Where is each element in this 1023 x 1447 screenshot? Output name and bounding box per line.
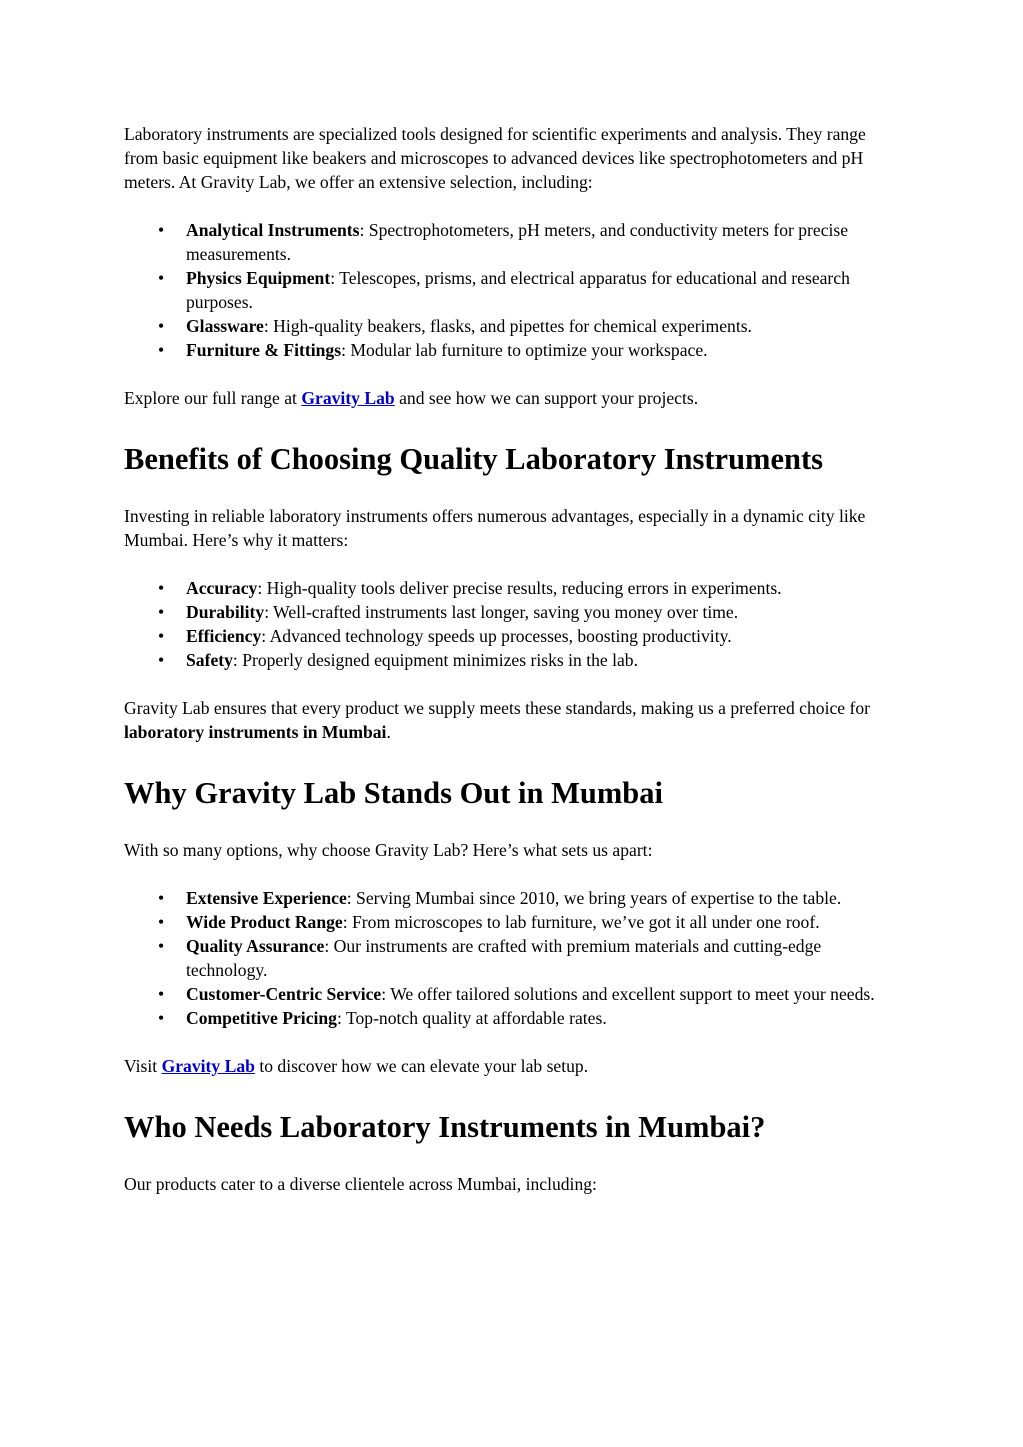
list-desc: : Advanced technology speeds up processes, boosting productivity. bbox=[261, 626, 732, 646]
list-term: Furniture & Fittings bbox=[186, 340, 342, 360]
list-term: Customer-Centric Service bbox=[186, 984, 382, 1004]
list-item bbox=[124, 314, 904, 338]
section-heading-why: Why Gravity Lab Stands Out in Mumbai bbox=[124, 776, 663, 810]
visit-text-before: Visit bbox=[124, 1056, 162, 1076]
standards-paragraph bbox=[124, 696, 904, 744]
bullet-icon: • bbox=[158, 268, 165, 288]
list-item bbox=[124, 648, 904, 672]
list-item bbox=[124, 982, 904, 1006]
who-intro: Our products cater to a diverse clientele across Mumbai, including: bbox=[124, 1174, 597, 1194]
bullet-icon: • bbox=[158, 220, 165, 240]
list-term: Glassware bbox=[186, 316, 264, 336]
list-item bbox=[124, 218, 904, 266]
bullet-icon: • bbox=[158, 936, 165, 956]
list-term: Efficiency bbox=[186, 626, 262, 646]
gravity-lab-link[interactable]: Gravity Lab bbox=[161, 1056, 255, 1076]
document-page bbox=[124, 122, 904, 1196]
visit-text-after: to discover how we can elevate your lab setup. bbox=[254, 1056, 589, 1076]
list-desc: : Our instruments are crafted with premium materials and cutting-edge technology. bbox=[186, 936, 822, 980]
list-term: Extensive Experience bbox=[186, 888, 347, 908]
list-desc: : Top-notch quality at affordable rates. bbox=[336, 1008, 607, 1028]
list-desc: : From microscopes to lab furniture, we’ve got it all under one roof. bbox=[342, 912, 820, 932]
bullet-icon: • bbox=[158, 316, 165, 336]
list-desc: : Serving Mumbai since 2010, we bring years of expertise to the table. bbox=[346, 888, 842, 908]
list-desc: : Modular lab furniture to optimize your workspace. bbox=[341, 340, 708, 360]
explore-paragraph bbox=[124, 386, 904, 410]
list-term: Competitive Pricing bbox=[186, 1008, 337, 1028]
standards-bold: laboratory instruments in Mumbai bbox=[124, 722, 387, 742]
standards-text-after: . bbox=[386, 722, 391, 742]
list-desc: : Properly designed equipment minimizes risks in the lab. bbox=[232, 650, 638, 670]
list-item bbox=[124, 576, 904, 600]
instrument-list bbox=[124, 218, 904, 362]
list-item bbox=[124, 338, 904, 362]
bullet-icon: • bbox=[158, 626, 165, 646]
why-list bbox=[124, 886, 904, 1030]
list-term: Durability bbox=[186, 602, 265, 622]
benefits-list bbox=[124, 576, 904, 672]
intro-paragraph: Laboratory instruments are specialized tools designed for scientific experiments and analysis. They range from basic equipment like beakers and microscopes to advanced devices like spectrophotometers and pH meters. At Gravity Lab, we offer an extensive selection, including: bbox=[124, 124, 866, 192]
list-item bbox=[124, 1006, 904, 1030]
explore-text-after: and see how we can support your projects. bbox=[394, 388, 699, 408]
standards-text-before: Gravity Lab ensures that every product we supply meets these standards, making us a preferred choice for bbox=[124, 698, 871, 718]
list-term: Wide Product Range bbox=[186, 912, 343, 932]
bullet-icon: • bbox=[158, 1008, 165, 1028]
list-term: Safety bbox=[186, 650, 233, 670]
list-desc: : Spectrophotometers, pH meters, and conductivity meters for precise measurements. bbox=[186, 220, 849, 264]
list-term: Analytical Instruments bbox=[186, 220, 360, 240]
list-item bbox=[124, 886, 904, 910]
list-desc: : Well-crafted instruments last longer, saving you money over time. bbox=[264, 602, 739, 622]
list-desc: : High-quality beakers, flasks, and pipettes for chemical experiments. bbox=[263, 316, 752, 336]
list-desc: : We offer tailored solutions and excellent support to meet your needs. bbox=[381, 984, 875, 1004]
section-heading-who: Who Needs Laboratory Instruments in Mumbai? bbox=[124, 1110, 766, 1144]
list-term: Physics Equipment bbox=[186, 268, 331, 288]
bullet-icon: • bbox=[158, 578, 165, 598]
list-item bbox=[124, 910, 904, 934]
list-term: Accuracy bbox=[186, 578, 258, 598]
bullet-icon: • bbox=[158, 340, 165, 360]
bullet-icon: • bbox=[158, 984, 165, 1004]
list-item bbox=[124, 934, 904, 982]
list-desc: : Telescopes, prisms, and electrical apparatus for educational and research purposes. bbox=[186, 268, 850, 312]
section-heading-benefits: Benefits of Choosing Quality Laboratory Instruments bbox=[124, 442, 823, 476]
list-item bbox=[124, 266, 904, 314]
bullet-icon: • bbox=[158, 602, 165, 622]
explore-text-before: Explore our full range at bbox=[124, 388, 302, 408]
why-intro: With so many options, why choose Gravity Lab? Here’s what sets us apart: bbox=[124, 840, 653, 860]
bullet-icon: • bbox=[158, 912, 165, 932]
bullet-icon: • bbox=[158, 888, 165, 908]
visit-paragraph bbox=[124, 1054, 904, 1078]
benefits-intro: Investing in reliable laboratory instruments offers numerous advantages, especially in a dynamic city like Mumbai. Here’s why it matters: bbox=[124, 506, 866, 550]
list-item bbox=[124, 624, 904, 648]
gravity-lab-link[interactable]: Gravity Lab bbox=[301, 388, 395, 408]
list-item bbox=[124, 600, 904, 624]
list-desc: : High-quality tools deliver precise results, reducing errors in experiments. bbox=[257, 578, 782, 598]
list-term: Quality Assurance bbox=[186, 936, 325, 956]
bullet-icon: • bbox=[158, 650, 165, 670]
